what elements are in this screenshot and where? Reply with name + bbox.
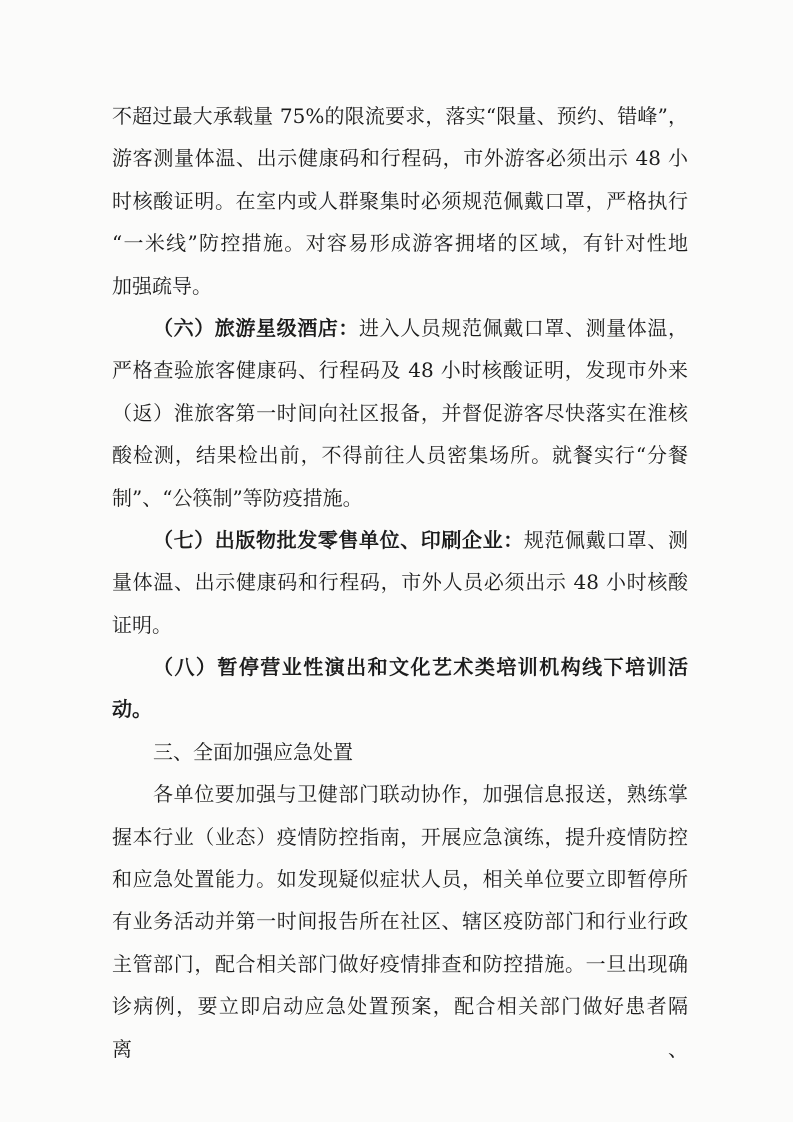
text-line: [112, 519, 688, 561]
text-line: [112, 858, 688, 900]
text-line: [112, 307, 688, 349]
text-line-content: 游客测量体温、出示健康码和行程码，市外游客必须出示 48 小: [112, 146, 688, 171]
text-line-content: “一米线”防控措施。对容易形成游客拥堵的区域，有针对性地: [112, 231, 688, 256]
text-line-content: 各单位要加强与卫健部门联动协作，加强信息报送，熟练掌: [153, 782, 688, 807]
section-heading: [112, 731, 688, 773]
text-line: [112, 816, 688, 858]
text-line: [112, 434, 688, 476]
text-line-content: 不超过最大承载量 75%的限流要求，落实“限量、预约、错峰”，: [112, 104, 688, 128]
text-line: [112, 477, 688, 519]
paragraph-publishing-printing: [112, 519, 688, 646]
text-line-content: 和应急处置能力。如发现疑似症状人员，相关单位要立即暂停所: [112, 867, 688, 892]
item-heading: （六）旅游星级酒店：: [153, 315, 359, 340]
item-heading: （七）出版物批发零售单位、印刷企业：: [153, 527, 524, 552]
text-line: [112, 349, 688, 391]
text-line-content: 量体温、出示健康码和行程码，市外人员必须出示 48 小时核酸: [112, 570, 688, 595]
text-line-content: 严格查验旅客健康码、行程码及 48 小时核酸证明，发现市外来: [112, 358, 688, 383]
text-line-content: （返）淮旅客第一时间向社区报备，并督促游客尽快落实在淮核: [112, 400, 688, 425]
text-line-content: 规范佩戴口罩、测: [523, 527, 689, 552]
text-line-content: 主管部门，配合相关部门做好疫情排查和防控措施。一旦出现确: [112, 951, 688, 976]
text-line: [112, 95, 688, 137]
paragraph-tourist-limits: [112, 95, 688, 307]
text-line-content: 时核酸证明。在室内或人群聚集时必须规范佩戴口罩，严格执行: [112, 188, 688, 213]
paragraph-suspend-performances: [112, 646, 688, 731]
text-line-content: 握本行业（业态）疫情防控指南，开展应急演练，提升疫情防控: [112, 824, 688, 849]
text-line-content: 制”、“公筷制”等防疫措施。: [112, 485, 363, 510]
text-line: [112, 773, 688, 815]
text-line-content: 进入人员规范佩戴口罩、测量体温，: [359, 315, 688, 340]
text-line: [112, 222, 688, 264]
text-line: [112, 392, 688, 434]
text-line-content: 证明。: [112, 612, 172, 637]
text-line: [112, 943, 688, 985]
text-line: [112, 688, 688, 730]
section-emergency-response: [112, 731, 688, 1061]
text-line: [112, 646, 688, 688]
section-heading-text: 三、全面加强应急处置: [153, 739, 353, 764]
text-line-content: 诊病例，要立即启动应急处置预案，配合相关部门做好患者隔离、: [112, 994, 688, 1061]
text-line: [112, 137, 688, 179]
item-heading: 动。: [112, 697, 152, 722]
text-line: [112, 604, 688, 646]
item-heading: （八）暂停营业性演出和文化艺术类培训机构线下培训活: [153, 655, 688, 680]
text-line: [112, 180, 688, 222]
text-line-content: 加强疏导。: [112, 273, 212, 298]
text-line: [112, 265, 688, 307]
document-body: [112, 95, 689, 1061]
text-line: [112, 985, 688, 1061]
paragraph-star-hotels: [112, 307, 688, 519]
text-line-content: 酸检测，结果检出前，不得前往人员密集场所。就餐实行“分餐: [112, 443, 688, 468]
text-line: [112, 561, 688, 603]
text-line: [112, 900, 688, 942]
text-line-content: 有业务活动并第一时间报告所在社区、辖区疫防部门和行业行政: [112, 909, 688, 934]
